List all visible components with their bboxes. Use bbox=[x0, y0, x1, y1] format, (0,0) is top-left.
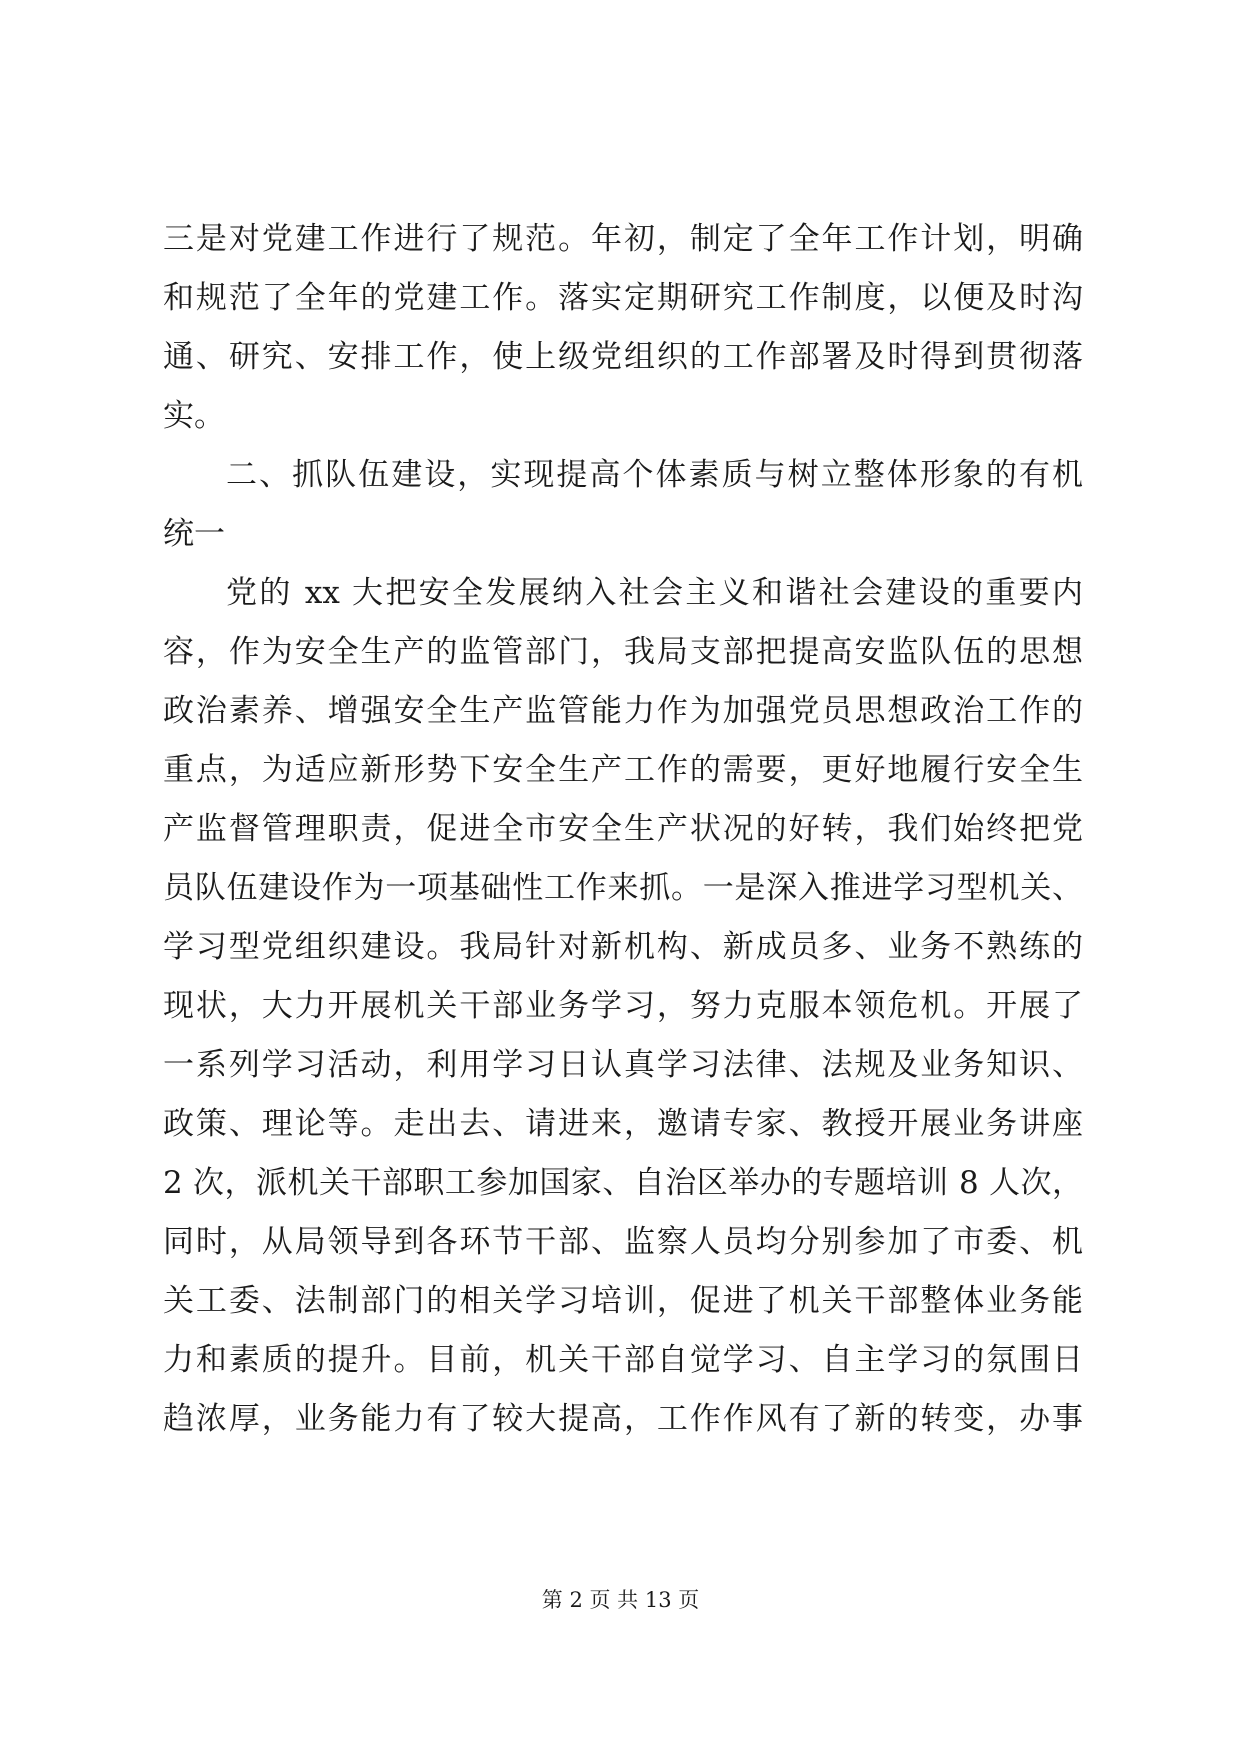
body-text-line: 产监督管理职责，促进全市安全生产状况的好转，我们始终把党 bbox=[163, 811, 1083, 847]
body-text-line: 力和素质的提升。目前，机关干部自觉学习、自主学习的氛围日 bbox=[163, 1342, 1083, 1378]
body-text-line: 学习型党组织建设。我局针对新机构、新成员多、业务不熟练的 bbox=[163, 929, 1083, 965]
body-text-line: 一系列学习活动，利用学习日认真学习法律、法规及业务知识、 bbox=[163, 1047, 1083, 1083]
body-text-line: 政治素养、增强安全生产监管能力作为加强党员思想政治工作的 bbox=[163, 693, 1083, 729]
body-text-line: 实。 bbox=[163, 398, 225, 434]
body-text-line: 和规范了全年的党建工作。落实定期研究工作制度，以便及时沟 bbox=[163, 280, 1083, 316]
section-heading-line: 二、抓队伍建设，实现提高个体素质与树立整体形象的有机 bbox=[226, 457, 1083, 493]
body-text-line: 同时，从局领导到各环节干部、监察人员均分别参加了市委、机 bbox=[163, 1224, 1083, 1260]
page-number-footer: 第 2 页 共 13 页 bbox=[541, 1588, 700, 1612]
body-text-line: 现状，大力开展机关干部业务学习，努力克服本领危机。开展了 bbox=[163, 988, 1083, 1024]
body-text-line: 趋浓厚，业务能力有了较大提高，工作作风有了新的转变，办事 bbox=[163, 1401, 1083, 1437]
body-text-line: 三是对党建工作进行了规范。年初，制定了全年工作计划，明确 bbox=[163, 221, 1083, 257]
section-heading-line: 统一 bbox=[163, 516, 225, 552]
body-text-line: 员队伍建设作为一项基础性工作来抓。一是深入推进学习型机关、 bbox=[163, 870, 1083, 906]
body-text-line: 党的 xx 大把安全发展纳入社会主义和谐社会建设的重要内 bbox=[226, 575, 1083, 611]
body-text-line: 容，作为安全生产的监管部门，我局支部把提高安监队伍的思想 bbox=[163, 634, 1083, 670]
body-text-line: 重点，为适应新形势下安全生产工作的需要，更好地履行安全生 bbox=[163, 752, 1083, 788]
body-text-line: 政策、理论等。走出去、请进来，邀请专家、教授开展业务讲座 bbox=[163, 1106, 1083, 1142]
body-text-line: 关工委、法制部门的相关学习培训，促进了机关干部整体业务能 bbox=[163, 1283, 1083, 1319]
body-text-line: 通、研究、安排工作，使上级党组织的工作部署及时得到贯彻落 bbox=[163, 339, 1083, 375]
body-text-line: 2 次，派机关干部职工参加国家、自治区举办的专题培训 8 人次， bbox=[163, 1165, 1083, 1201]
